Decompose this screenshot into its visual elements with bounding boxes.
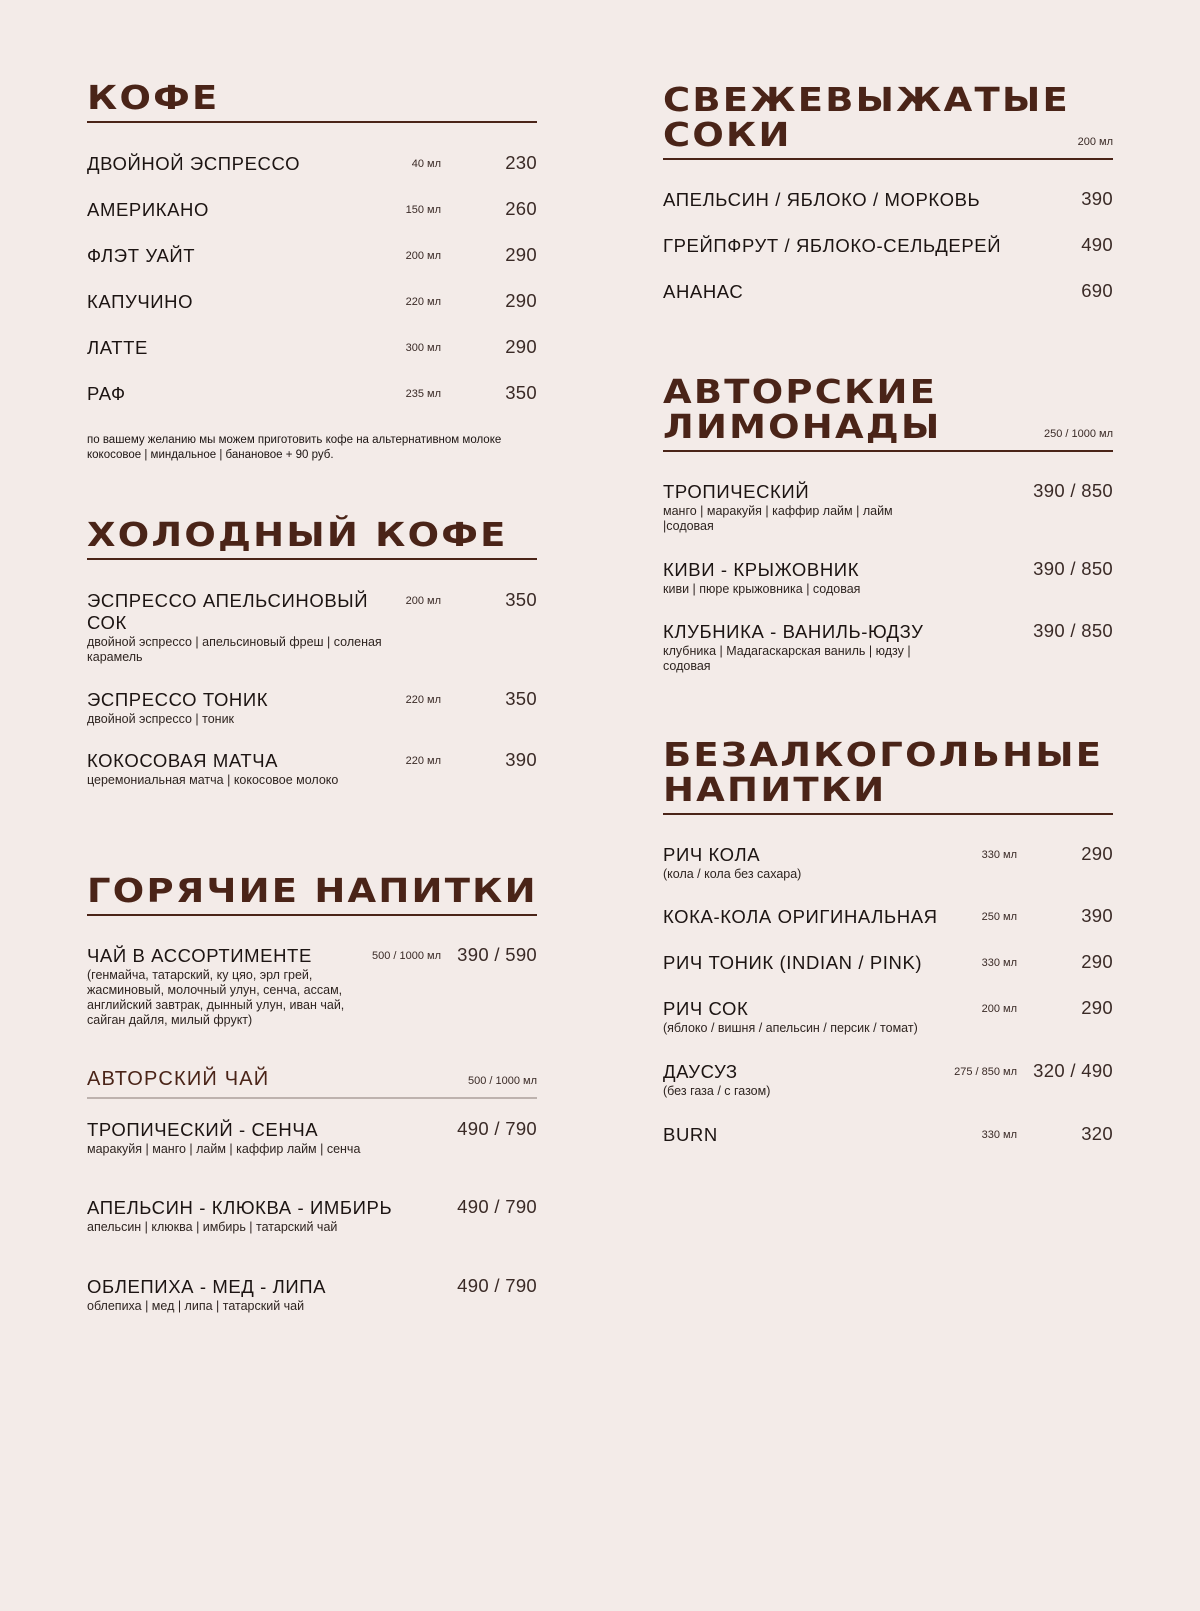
item-price: 390 xyxy=(505,749,537,770)
menu-item xyxy=(663,189,1113,211)
section-header xyxy=(87,873,537,916)
item-name: КИВИ - КРЫЖОВНИК xyxy=(663,559,860,580)
item-price: 350 xyxy=(505,688,537,709)
menu-item xyxy=(663,952,1113,974)
item-name: АПЕЛЬСИН - КЛЮКВА - ИМБИРЬ xyxy=(87,1197,393,1218)
item-name: РАФ xyxy=(87,383,126,404)
item-name: ФЛЭТ УАЙТ xyxy=(87,245,196,266)
item-name: ОБЛЕПИХА - МЕД - ЛИПА xyxy=(87,1276,327,1297)
item-description: двойной эспрессо | апельсиновый фреш | соленая карамель xyxy=(87,635,382,664)
item-price: 350 xyxy=(505,589,537,610)
item-volume: 200 мл xyxy=(981,1003,1017,1015)
item-price: 290 xyxy=(505,244,537,265)
item-price: 290 xyxy=(505,336,537,357)
item-price: 390 / 850 xyxy=(1033,620,1113,641)
item-price: 320 / 490 xyxy=(1033,1060,1113,1081)
menu-item xyxy=(663,621,1113,674)
item-name: ДАУСУЗ xyxy=(663,1061,738,1082)
item-name: РИЧ КОЛА xyxy=(663,844,761,865)
menu-item xyxy=(663,1124,1113,1146)
item-price: 490 / 790 xyxy=(457,1275,537,1296)
item-volume: 500 / 1000 мл xyxy=(371,950,441,962)
menu-item xyxy=(663,998,1113,1036)
item-price: 390 / 590 xyxy=(457,944,537,965)
item-volume: 235 мл xyxy=(405,388,441,400)
item-volume: 330 мл xyxy=(981,957,1017,969)
item-name: КОКОСОВАЯ МАТЧА xyxy=(87,750,279,771)
item-description: двойной эспрессо | тоник xyxy=(87,712,235,726)
item-price: 390 xyxy=(1081,188,1113,209)
item-name: ГРЕЙПФРУТ / ЯБЛОКО-СЕЛЬДЕРЕЙ xyxy=(663,235,1002,256)
menu-item xyxy=(87,1276,537,1314)
menu-item xyxy=(87,245,537,267)
menu-item xyxy=(87,291,537,313)
section-header xyxy=(87,80,537,123)
item-volume: 330 мл xyxy=(981,1129,1017,1141)
item-name: АПЕЛЬСИН / ЯБЛОКО / МОРКОВЬ xyxy=(663,189,981,210)
menu-item xyxy=(663,906,1113,928)
item-name: ТРОПИЧЕСКИЙ xyxy=(663,481,810,502)
item-name: АНАНАС xyxy=(663,281,744,302)
section-coffee xyxy=(87,80,537,123)
item-price: 290 xyxy=(505,290,537,311)
section-title: КОФЕ xyxy=(87,78,220,117)
item-volume: 275 / 850 мл xyxy=(954,1066,1017,1078)
item-volume: 150 мл xyxy=(405,204,441,216)
item-description: киви | пюре крыжовника | содовая xyxy=(663,582,861,596)
item-name: ЧАЙ В АССОРТИМЕНТЕ xyxy=(87,945,312,966)
subsection-author-tea xyxy=(87,1068,537,1099)
item-price: 690 xyxy=(1081,280,1113,301)
section-volume: 250 / 1000 мл xyxy=(1043,428,1113,440)
section-header xyxy=(663,737,1113,815)
item-name: ЭСПРЕССО АПЕЛЬСИНОВЫЙ СОК xyxy=(87,590,369,633)
item-name: РИЧ СОК xyxy=(663,998,749,1019)
item-name: КАПУЧИНО xyxy=(87,291,194,312)
item-price: 390 / 850 xyxy=(1033,480,1113,501)
item-description: маракуйя | манго | лайм | каффир лайм | сенча xyxy=(87,1142,361,1156)
item-volume: 250 мл xyxy=(981,911,1017,923)
section-header xyxy=(663,374,1113,452)
item-volume: 200 мл xyxy=(405,250,441,262)
menu-item xyxy=(87,337,537,359)
item-description: клубника | Мадагаскарская ваниль | юдзу | содовая xyxy=(663,644,911,673)
item-name: ЛАТТЕ xyxy=(87,337,148,358)
item-name: АМЕРИКАНО xyxy=(87,199,209,220)
section-title: АВТОРСКИЕ ЛИМОНАДЫ xyxy=(663,372,942,446)
menu-item xyxy=(663,844,1113,882)
menu-item xyxy=(663,1061,1113,1099)
item-name: КЛУБНИКА - ВАНИЛЬ-ЮДЗУ xyxy=(663,621,924,642)
item-name: BURN xyxy=(663,1124,718,1145)
item-price: 390 / 850 xyxy=(1033,558,1113,579)
item-description: (без газа / с газом) xyxy=(663,1084,771,1098)
section-title: СВЕЖЕВЫЖАТЫЕ СОКИ xyxy=(663,80,1070,154)
item-description: (яблоко / вишня / апельсин / персик / томат) xyxy=(663,1021,918,1035)
item-price: 490 xyxy=(1081,234,1113,255)
item-description: апельсин | клюква | имбирь | татарский чай xyxy=(87,1220,338,1234)
section-title: ГОРЯЧИЕ НАПИТКИ xyxy=(87,871,538,910)
section-header xyxy=(663,82,1113,160)
menu-item xyxy=(663,235,1113,257)
menu-item xyxy=(87,590,537,665)
item-price: 350 xyxy=(505,382,537,403)
section-soft-drinks xyxy=(663,737,1113,815)
item-price: 290 xyxy=(1081,843,1113,864)
section-cold-coffee xyxy=(87,517,537,560)
item-volume: 330 мл xyxy=(981,849,1017,861)
menu-item xyxy=(663,559,1113,597)
item-price: 320 xyxy=(1081,1123,1113,1144)
item-description: манго | маракуйя | каффир лайм | лайм |содовая xyxy=(663,504,893,533)
section-juices xyxy=(663,82,1113,160)
item-volume: 200 мл xyxy=(405,595,441,607)
subsection-volume: 500 / 1000 мл xyxy=(467,1075,537,1087)
menu-item xyxy=(87,199,537,221)
section-volume: 200 мл xyxy=(1077,136,1113,148)
item-volume: 220 мл xyxy=(405,755,441,767)
item-price: 260 xyxy=(505,198,537,219)
item-description: (кола / кола без сахара) xyxy=(663,867,802,881)
menu-item xyxy=(87,1119,537,1157)
menu-item xyxy=(87,383,537,405)
item-price: 290 xyxy=(1081,951,1113,972)
item-price: 230 xyxy=(505,152,537,173)
item-description: облепиха | мед | липа | татарский чай xyxy=(87,1299,305,1313)
section-title: ХОЛОДНЫЙ КОФЕ xyxy=(87,515,508,554)
menu-item xyxy=(663,281,1113,303)
item-name: КОКА-КОЛА ОРИГИНАЛЬНАЯ xyxy=(663,906,938,927)
item-name: ДВОЙНОЙ ЭСПРЕССО xyxy=(87,153,301,174)
item-price: 390 xyxy=(1081,905,1113,926)
menu-item xyxy=(87,689,537,727)
section-hot-drinks xyxy=(87,873,537,916)
item-description: церемониальная матча | кокосовое молоко xyxy=(87,773,339,787)
menu-item xyxy=(87,153,537,175)
item-price: 490 / 790 xyxy=(457,1196,537,1217)
subsection-title: АВТОРСКИЙ ЧАЙ xyxy=(87,1068,270,1090)
item-name: ТРОПИЧЕСКИЙ - СЕНЧА xyxy=(87,1119,319,1140)
item-volume: 220 мл xyxy=(405,694,441,706)
item-name: РИЧ ТОНИК (INDIAN / PINK) xyxy=(663,952,923,973)
menu-item xyxy=(663,481,1113,534)
item-name: ЭСПРЕССО ТОНИК xyxy=(87,689,269,710)
menu-item xyxy=(87,1197,537,1235)
item-price: 290 xyxy=(1081,997,1113,1018)
menu-item xyxy=(87,945,537,1028)
menu-item xyxy=(87,750,537,788)
section-title: БЕЗАЛКОГОЛЬНЫЕ НАПИТКИ xyxy=(663,735,1104,809)
item-volume: 300 мл xyxy=(405,342,441,354)
coffee-note: по вашему желанию мы можем приготовить кофе на альтернативном молоке кокосовое | миндальное | банановое + 90 руб. xyxy=(87,434,502,461)
item-description: (генмайча, татарский, ку цяо, эрл грей, жасминовый, молочный улун, сенча, ассам, английский завтрак, дынный улун, иван чай, сайган дайля, милый фрукт) xyxy=(87,968,345,1027)
section-header xyxy=(87,517,537,560)
item-volume: 220 мл xyxy=(405,296,441,308)
section-lemonades xyxy=(663,374,1113,452)
item-volume: 40 мл xyxy=(411,158,441,170)
item-price: 490 / 790 xyxy=(457,1118,537,1139)
